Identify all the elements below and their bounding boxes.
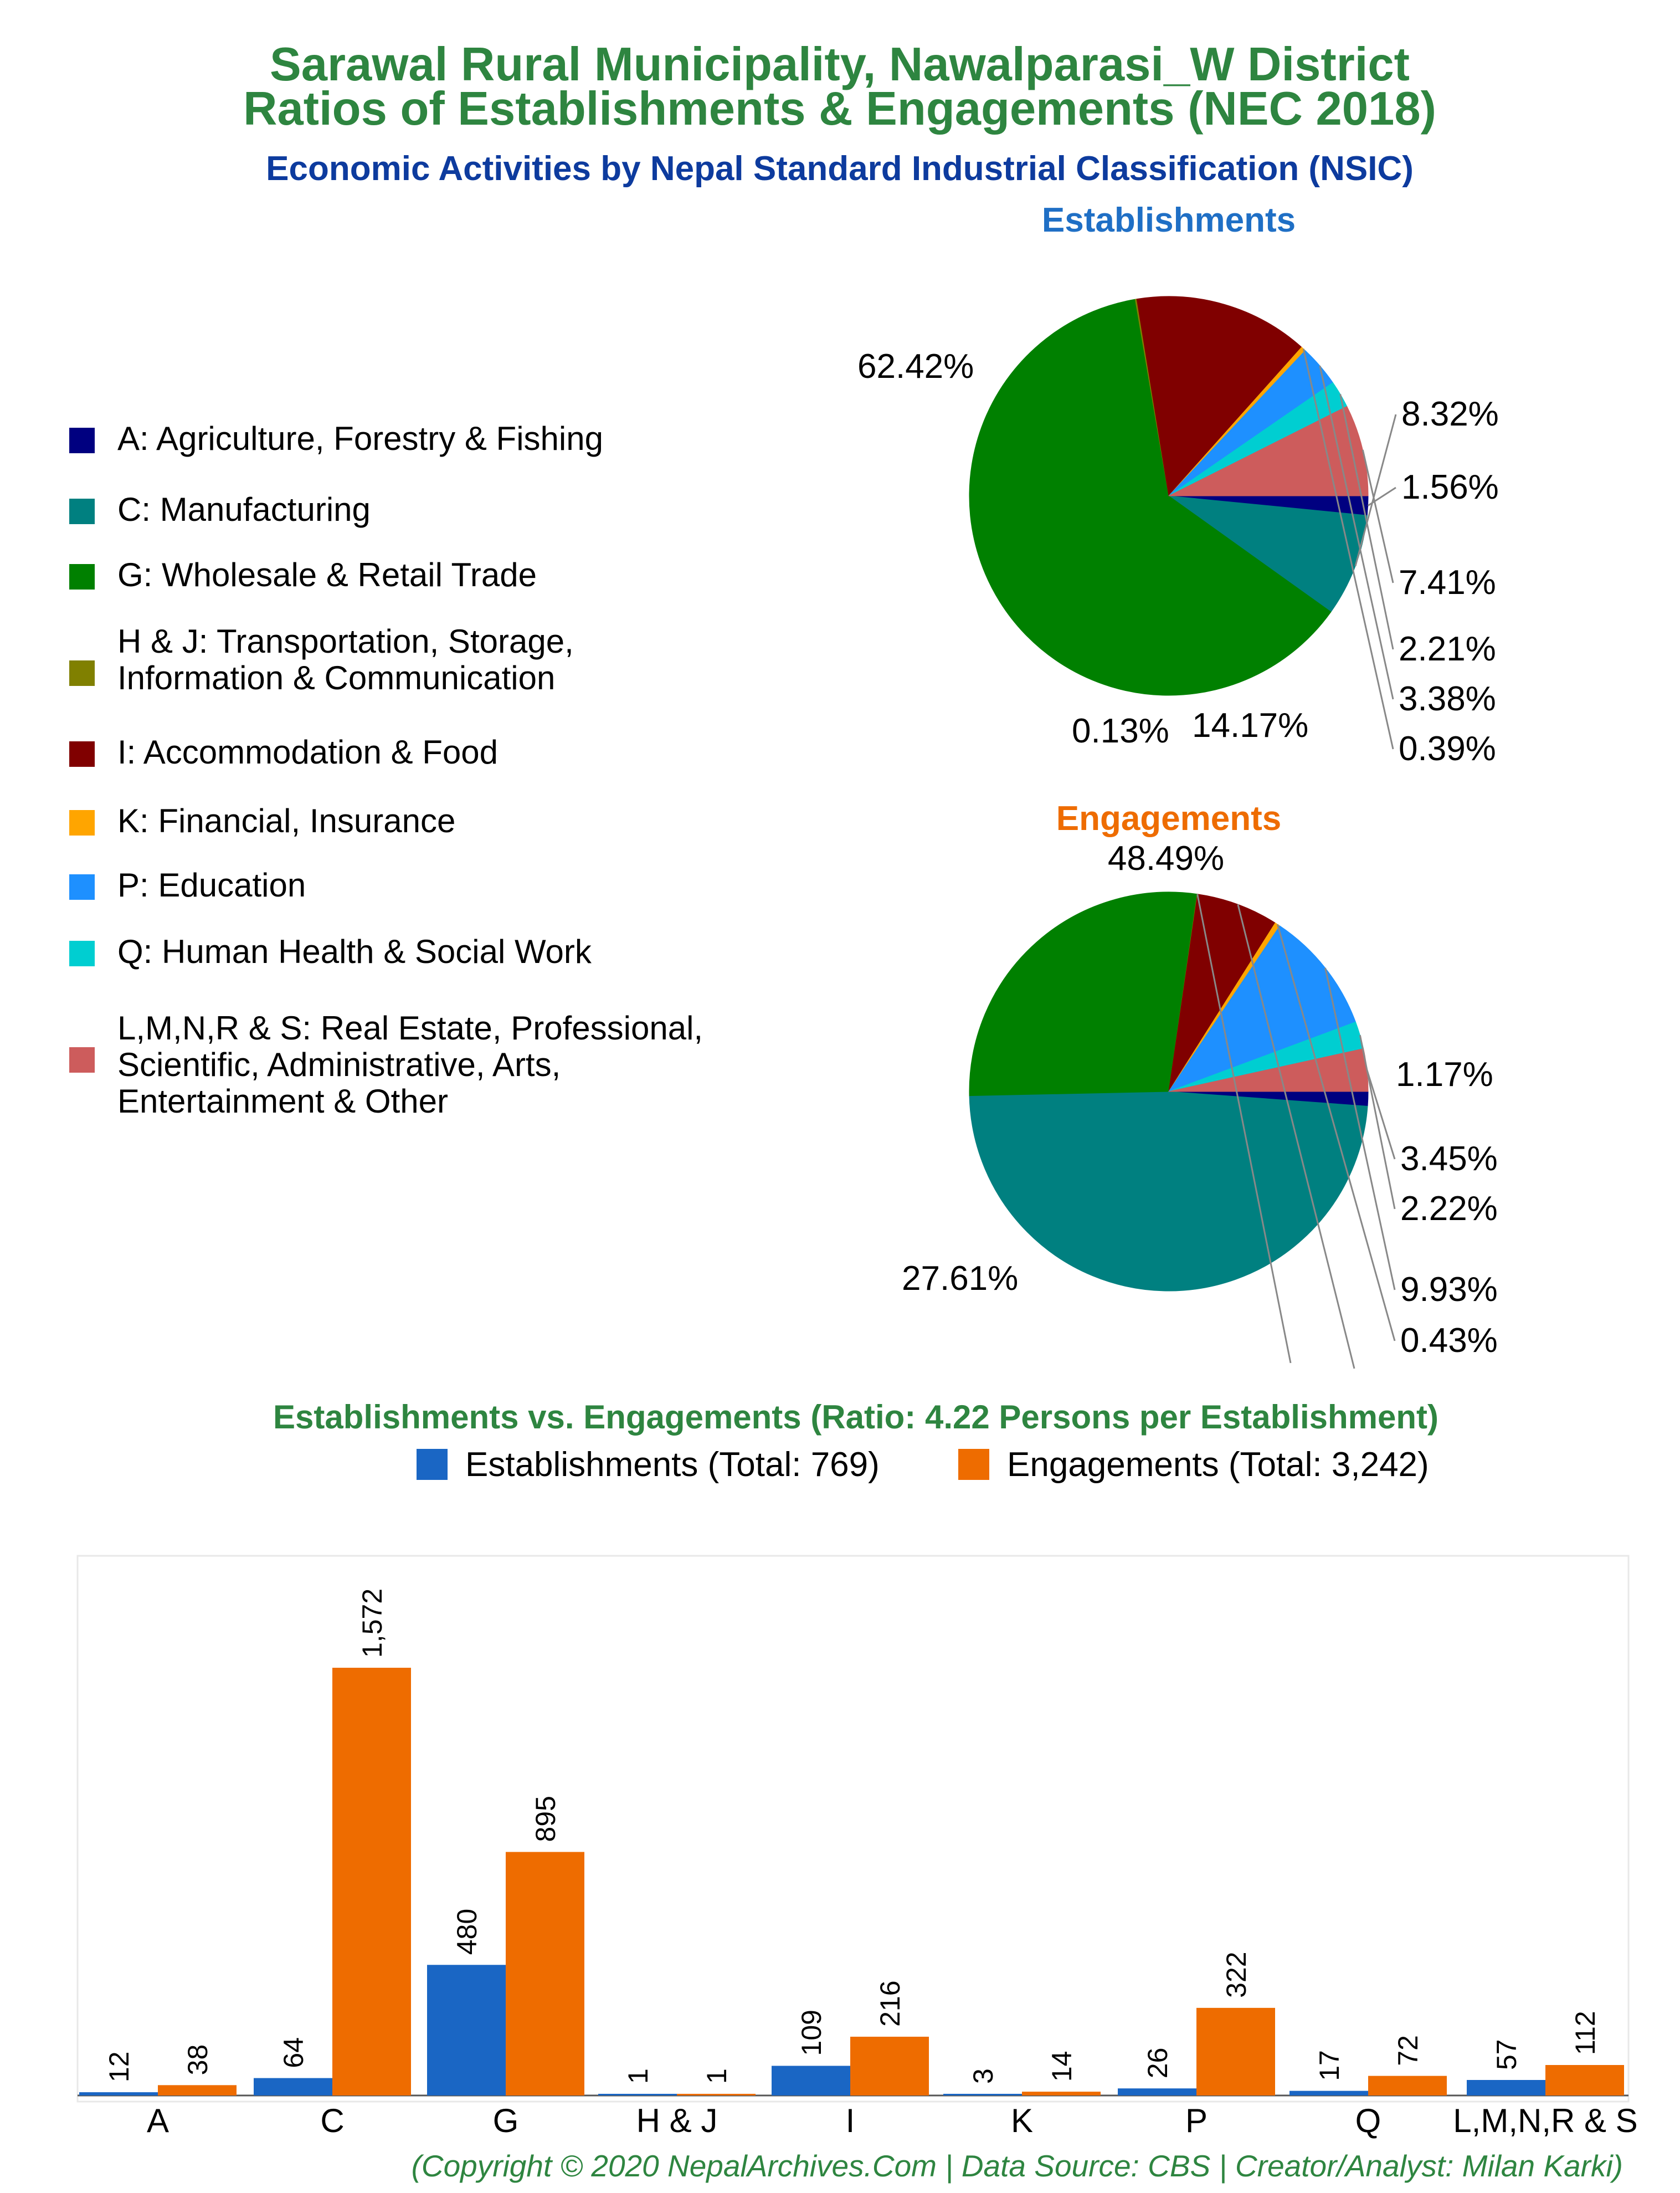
legend-item-l-m-n-r-s-label: Scientific, Administrative, Arts, (117, 1046, 561, 1083)
x-tick-label-g: G (492, 2102, 519, 2139)
bar-legend-engagements-swatch (958, 1449, 989, 1480)
legend (69, 420, 703, 1120)
eng-label-q: 2.22% (1400, 1190, 1498, 1228)
bar-value-label-engagements-l-m-n-r-s: 112 (1570, 2011, 1601, 2055)
bar-establishments-i (772, 2066, 850, 2095)
eng-slice-g (969, 892, 1197, 1096)
x-tick-label-i: I (845, 2102, 855, 2139)
legend-item-l-m-n-r-s-label: Entertainment & Other (117, 1083, 448, 1120)
eng-label-c: 48.49% (1107, 839, 1225, 878)
bar-legend-engagements-label: Engagements (Total: 3,242) (1007, 1446, 1429, 1484)
legend-item-p (69, 867, 306, 904)
bar-value-label-engagements-q: 72 (1393, 2035, 1424, 2066)
bar-engagements-l-m-n-r-s (1545, 2065, 1624, 2095)
bar-establishments-k (943, 2094, 1022, 2095)
bar-chart-title: Establishments vs. Engagements (Ratio: 4.22 Persons per Establishment) (273, 1398, 1438, 1436)
est-label-i: 14.17% (1192, 706, 1309, 745)
copyright-footer: (Copyright © 2020 NepalArchives.Com | Data Source: CBS | Creator/Analyst: Milan Karki) (411, 2149, 1623, 2183)
bar-establishments-l-m-n-r-s (1467, 2080, 1545, 2095)
bar-engagements-i (850, 2037, 929, 2095)
engagements-pie-title: Engagements (1056, 800, 1282, 838)
legend-item-h-j (69, 623, 574, 696)
eng-slice-c (969, 1092, 1368, 1291)
bar-engagements-q (1368, 2076, 1447, 2095)
est-label-c: 8.32% (1401, 395, 1499, 433)
bar-value-label-establishments-c: 64 (278, 2037, 309, 2068)
bar-establishments-h-j (598, 2094, 677, 2095)
eng-label-a: 1.17% (1396, 1055, 1493, 1094)
legend-item-h-j-swatch (69, 660, 95, 686)
chart-subtitle: Economic Activities by Nepal Standard Industrial Classification (NSIC) (266, 150, 1414, 188)
bar-value-label-establishments-g: 480 (451, 1908, 482, 1955)
legend-item-l-m-n-r-s (69, 1010, 703, 1120)
bar-value-label-establishments-k: 3 (968, 2068, 999, 2084)
legend-item-q-label: Q: Human Health & Social Work (117, 933, 592, 970)
legend-item-k-label: K: Financial, Insurance (117, 802, 456, 839)
engagements-pie (902, 839, 1498, 1369)
bar-legend-establishments-label: Establishments (Total: 769) (465, 1446, 880, 1484)
bar-value-label-establishments-h-j: 1 (623, 2068, 654, 2084)
x-tick-label-c: C (320, 2102, 345, 2139)
bar-value-label-engagements-i: 216 (875, 1980, 906, 2027)
legend-item-g-label: G: Wholesale & Retail Trade (117, 556, 537, 593)
legend-item-q (69, 933, 592, 970)
bar-legend (417, 1446, 1429, 1484)
legend-item-h-j-label: Information & Communication (117, 659, 556, 696)
bar-value-label-establishments-i: 109 (796, 2010, 827, 2056)
bar-establishments-p (1118, 2088, 1196, 2095)
eng-label-l-m-n-r-s: 3.45% (1400, 1140, 1498, 1178)
bar-engagements-h-j (677, 2094, 756, 2095)
legend-item-i (69, 734, 498, 771)
legend-item-q-swatch (69, 941, 95, 966)
establishments-pie-title: Establishments (1041, 201, 1296, 239)
bar-engagements-c (332, 1668, 411, 2095)
bar-engagements-p (1196, 2008, 1275, 2095)
x-tick-label-h-j: H & J (636, 2102, 718, 2139)
bar-value-label-engagements-g: 895 (530, 1796, 561, 1842)
eng-label-p: 9.93% (1400, 1270, 1498, 1309)
est-label-a: 1.56% (1401, 468, 1499, 506)
x-tick-label-a: A (146, 2102, 169, 2139)
bar-plot-area (78, 1556, 1628, 2102)
bar-establishments-c (254, 2078, 332, 2095)
legend-item-i-swatch (69, 741, 95, 767)
est-label-h-j: 0.13% (1072, 712, 1169, 750)
est-label-l-m-n-r-s: 7.41% (1399, 563, 1496, 602)
bar-value-label-engagements-h-j: 1 (701, 2068, 732, 2084)
legend-item-g (69, 556, 537, 593)
est-label-g: 62.42% (857, 347, 974, 386)
legend-item-c-swatch (69, 499, 95, 524)
eng-leader-l-m-n-r-s (1367, 1070, 1395, 1159)
legend-item-g-swatch (69, 564, 95, 590)
legend-item-c-label: C: Manufacturing (117, 491, 371, 528)
legend-item-i-label: I: Accommodation & Food (117, 734, 499, 771)
x-tick-label-k: K (1010, 2102, 1034, 2139)
legend-item-p-swatch (69, 874, 95, 900)
bar-value-label-establishments-q: 17 (1314, 2050, 1345, 2081)
bar-value-label-establishments-p: 26 (1142, 2047, 1173, 2079)
bar-legend-establishments-swatch (417, 1449, 448, 1480)
x-tick-label-p: P (1185, 2102, 1208, 2139)
bar-establishments-q (1289, 2091, 1368, 2095)
bar-value-label-engagements-p: 322 (1221, 1951, 1252, 1998)
bar-chart (78, 1589, 1638, 2139)
legend-item-p-label: P: Education (117, 867, 306, 904)
chart-title-line1: Sarawal Rural Municipality, Nawalparasi_W District (270, 38, 1410, 91)
x-tick-label-q: Q (1355, 2102, 1381, 2139)
bar-engagements-k (1022, 2092, 1101, 2095)
x-tick-label-l-m-n-r-s: L,M,N,R & S (1453, 2102, 1638, 2139)
est-label-q: 2.21% (1399, 630, 1496, 668)
legend-item-k-swatch (69, 810, 95, 836)
legend-item-a-swatch (69, 428, 95, 453)
bar-engagements-a (158, 2085, 237, 2095)
legend-item-a-label: A: Agriculture, Forestry & Fishing (117, 420, 603, 457)
legend-item-l-m-n-r-s-swatch (69, 1047, 95, 1073)
chart-title-line2: Ratios of Establishments & Engagements (NEC 2018) (243, 83, 1436, 135)
bar-value-label-establishments-l-m-n-r-s: 57 (1491, 2039, 1522, 2071)
est-label-k: 0.39% (1399, 730, 1496, 768)
legend-item-k (69, 802, 455, 839)
legend-item-a (69, 420, 603, 457)
legend-item-h-j-label: H & J: Transportation, Storage, (117, 623, 574, 660)
bar-value-label-engagements-c: 1,572 (357, 1588, 388, 1658)
establishments-pie (857, 296, 1499, 768)
bar-establishments-a (79, 2092, 158, 2095)
eng-label-k: 0.43% (1400, 1321, 1498, 1360)
bar-value-label-engagements-a: 38 (182, 2044, 213, 2076)
est-label-p: 3.38% (1399, 680, 1496, 718)
bar-establishments-g (427, 1965, 506, 2095)
bar-value-label-establishments-a: 12 (104, 2051, 135, 2083)
legend-item-l-m-n-r-s-label: L,M,N,R & S: Real Estate, Professional, (117, 1010, 703, 1047)
legend-item-c (69, 491, 371, 528)
bar-engagements-g (506, 1852, 584, 2095)
eng-label-g: 27.61% (902, 1259, 1019, 1298)
bar-value-label-engagements-k: 14 (1046, 2051, 1077, 2082)
